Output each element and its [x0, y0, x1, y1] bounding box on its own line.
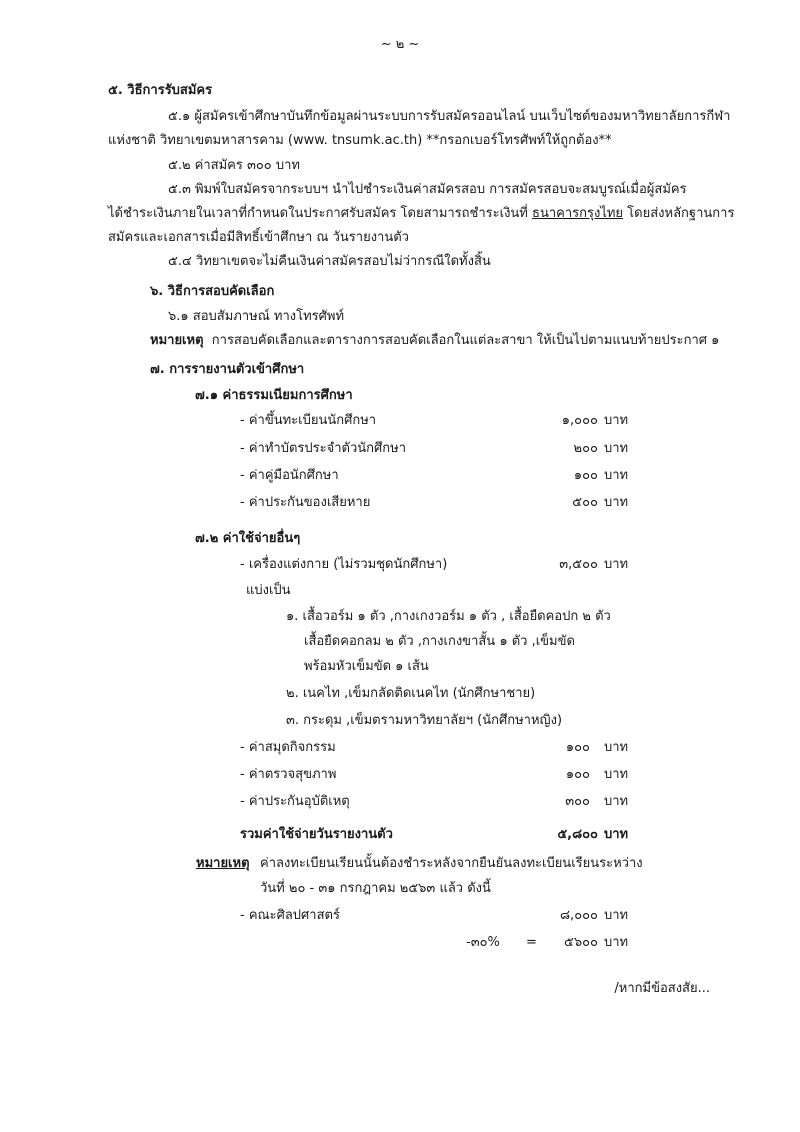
- misc-amount: ๑๐๐: [565, 740, 590, 755]
- fee-amount: ๑,๐๐๐: [561, 413, 598, 428]
- split-label: แบ่งเป็น: [246, 583, 291, 598]
- s7-note-line1: ค่าลงทะเบียนเรียนนั้นต้องชำระหลังจากยืนยันลงทะเบียนเรียนระหว่าง: [260, 856, 643, 871]
- misc-label: - ค่าประกันอุบัติเหตุ: [240, 794, 350, 809]
- faculty-label: - คณะศิลปศาสตร์: [240, 908, 340, 923]
- s5-3-line3: สมัครและเอกสารเมื่อมีสิทธิ์เข้าศึกษา ณ วันรายงานตัว: [108, 230, 409, 245]
- misc-unit: บาท: [604, 767, 629, 782]
- s6-note-text: การสอบคัดเลือกและตารางการสอบคัดเลือกในแต่ละสาขา ให้เป็นไปตามแนบท้ายประกาศ ๑: [211, 333, 720, 348]
- s5-2: ๕.๒ ค่าสมัคร ๓๐๐ บาท: [168, 158, 300, 173]
- discount-percent: -๓๐%: [466, 935, 500, 950]
- misc-unit: บาท: [604, 794, 629, 809]
- s7-2-heading: ๗.๒ ค่าใช้จ่ายอื่นๆ: [195, 531, 301, 546]
- uniform-label: - เครื่องแต่งกาย (ไม่รวมชุดนักศึกษา): [240, 557, 448, 572]
- misc-amount: ๑๐๐: [565, 767, 590, 782]
- s7-1-heading: ๗.๑ ค่าธรรมเนียมการศึกษา: [195, 388, 353, 403]
- s7-note-line2: วันที่ ๒๐ - ๓๑ กรกฎาคม ๒๕๖๓ แล้ว ดังนี้: [260, 881, 491, 896]
- discount-amount: ๕๖๐๐: [564, 935, 598, 950]
- continue-note: /หากมีข้อสงสัย...: [614, 981, 710, 996]
- discount-equals: =: [526, 935, 537, 950]
- s6-note: [150, 332, 719, 350]
- fee-unit: บาท: [604, 495, 629, 510]
- fee-unit: บาท: [604, 413, 629, 428]
- s5-3-line1: ๕.๓ พิมพ์ใบสมัครจากระบบฯ นำไปชำระเงินค่าสมัครสอบ การสมัครสอบจะสมบูรณ์เมื่อผู้สมัคร: [168, 182, 687, 197]
- uniform-item: เสื้อยืดคอกลม ๒ ตัว ,กางเกงขาสั้น ๑ ตัว ,เข็มขัด: [304, 634, 575, 649]
- section-7-heading: ๗. การรายงานตัวเข้าศึกษา: [150, 362, 305, 377]
- misc-label: - ค่าตรวจสุขภาพ: [240, 767, 337, 782]
- page-number: ~ ๒ ~: [380, 37, 420, 52]
- s5-3-line2: [108, 205, 734, 223]
- s7-note-label: หมายเหตุ: [196, 856, 250, 871]
- s5-3-line2-post: โดยส่งหลักฐานการ: [623, 206, 735, 221]
- uniform-item: ๓. กระดุม ,เข็มตรามหาวิทยาลัยฯ (นักศึกษาหญิง): [286, 713, 563, 728]
- fee-label: - ค่าประกันของเสียหาย: [240, 495, 371, 510]
- section-5-heading: ๕. วิธีการรับสมัคร: [108, 83, 213, 98]
- uniform-unit: บาท: [604, 557, 629, 572]
- s5-4: ๕.๔ วิทยาเขตจะไม่คืนเงินค่าสมัครสอบไม่ว่ากรณีใดทั้งสิ้น: [168, 254, 491, 269]
- total-amount: ๕,๘๐๐: [557, 827, 598, 842]
- fee-unit: บาท: [604, 441, 629, 456]
- uniform-item: พร้อมหัวเข็มขัด ๑ เส้น: [304, 659, 429, 674]
- total-unit: บาท: [604, 827, 629, 842]
- misc-amount: ๓๐๐: [565, 794, 590, 809]
- s5-1-line2: แห่งชาติ วิทยาเขตมหาสารคาม (www. tnsumk.ac.th) **กรอกเบอร์โทรศัพท์ให้ถูกต้อง**: [108, 133, 612, 148]
- misc-unit: บาท: [604, 740, 629, 755]
- faculty-unit: บาท: [604, 908, 629, 923]
- discount-unit: บาท: [604, 935, 629, 950]
- uniform-item: ๑. เสื้อวอร์ม ๑ ตัว ,กางเกงวอร์ม ๑ ตัว , เสื้อยืดคอปก ๒ ตัว: [286, 609, 611, 624]
- fee-amount: ๒๐๐: [573, 441, 598, 456]
- s5-1-line1: ๕.๑ ผู้สมัครเข้าศึกษาบันทึกข้อมูลผ่านระบบการรับสมัครออนไลน์ บนเว็บไซต์ของมหาวิทยาลัยการกีฬา: [168, 109, 731, 124]
- section-6-heading: ๖. วิธีการสอบคัดเลือก: [150, 284, 275, 299]
- uniform-amount: ๓,๕๐๐: [559, 557, 598, 572]
- fee-amount: ๑๐๐: [573, 468, 598, 483]
- uniform-item: ๒. เนคไท ,เข็มกลัดติดเนคไท (นักศึกษาชาย): [286, 686, 536, 701]
- bank-name: ธนาคารกรุงไทย: [532, 206, 624, 221]
- s6-1: ๖.๑ สอบสัมภาษณ์ ทางโทรศัพท์: [168, 309, 345, 324]
- fee-unit: บาท: [604, 468, 629, 483]
- total-label: รวมค่าใช้จ่ายวันรายงานตัว: [240, 827, 393, 842]
- faculty-amount: ๘,๐๐๐: [560, 908, 598, 923]
- s5-3-line2-pre: ได้ชำระเงินภายในเวลาที่กำหนดในประกาศรับสมัคร โดยสามารถชำระเงินที่: [108, 206, 533, 221]
- s6-note-label: หมายเหตุ: [150, 333, 204, 348]
- misc-label: - ค่าสมุดกิจกรรม: [240, 740, 336, 755]
- fee-amount: ๕๐๐: [572, 495, 598, 510]
- fee-label: - ค่าขึ้นทะเบียนนักศึกษา: [240, 413, 377, 428]
- fee-label: - ค่าคู่มือนักศึกษา: [240, 468, 339, 483]
- fee-label: - ค่าทำบัตรประจำตัวนักศึกษา: [240, 441, 406, 456]
